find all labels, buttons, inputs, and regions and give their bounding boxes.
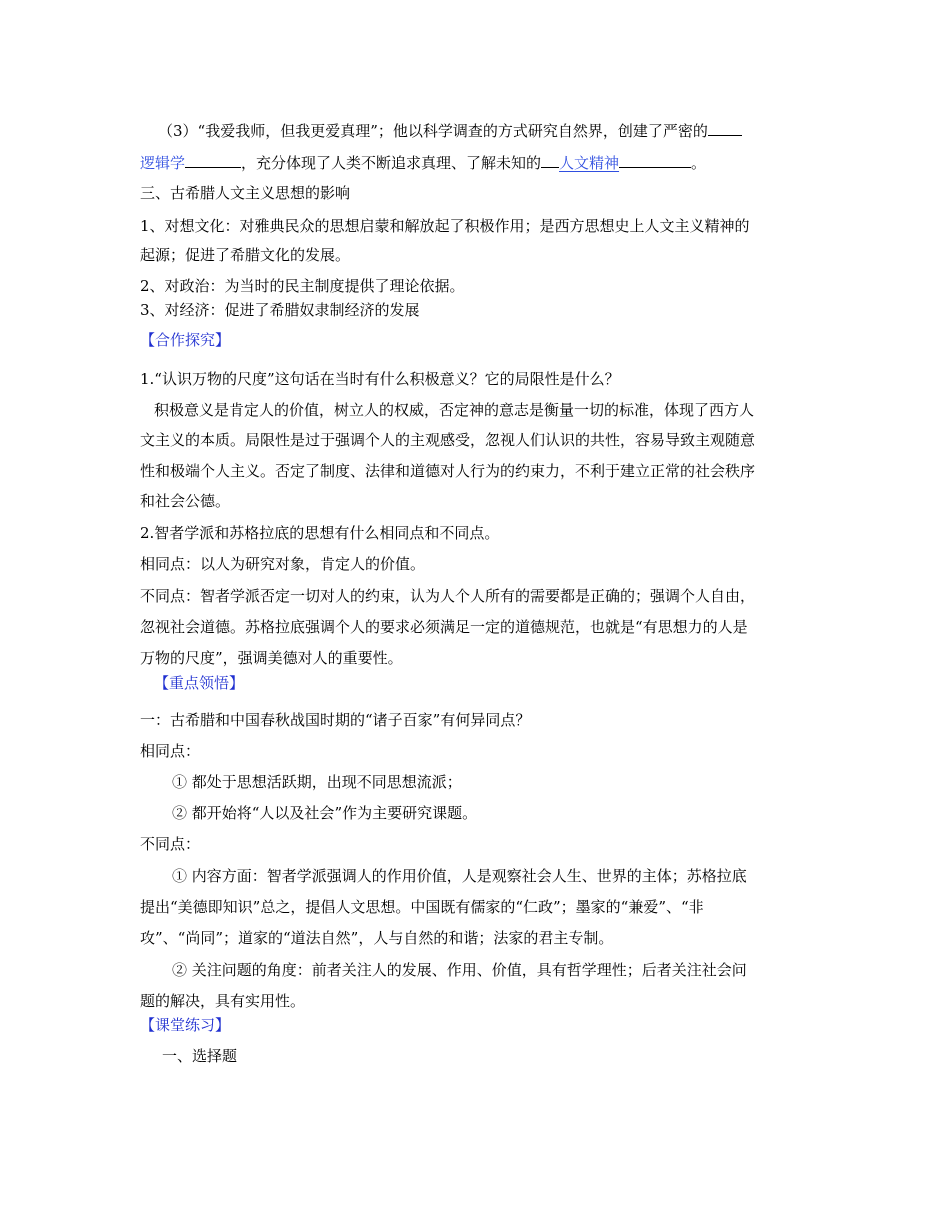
key-diff-label: 不同点： <box>140 835 201 853</box>
practice-heading: 【课堂练习】 <box>140 1016 231 1034</box>
s3-line2-end: 。 <box>691 154 707 172</box>
key-same-item2: ② 都开始将“人以及社会”作为主要研究课题。 <box>172 804 478 822</box>
coop-q2: 2.智者学派和苏格拉底的思想有什么相同点和不同点。 <box>140 524 500 542</box>
practice-subheading: 一、选择题 <box>162 1047 238 1065</box>
answer-humanism: 人文精神 <box>559 154 620 172</box>
influence-item1-line1: 1、对想文化：对雅典民众的思想启蒙和解放起了积极作用；是西方思想史上人文主义精神的 <box>140 217 750 235</box>
key-heading: 【重点领悟】 <box>154 674 245 692</box>
coop-diff-line2: 忽视社会道德。苏格拉底强调个人的要求必须满足一定的道德规范，也就是“有思想力的人是 <box>140 618 748 636</box>
influence-item3: 3、对经济：促进了希腊奴隶制经济的发展 <box>140 301 420 319</box>
s3-line2-mid: ，充分体现了人类不断追求真理、了解未知的 <box>241 154 542 172</box>
s3-line2 <box>140 153 812 173</box>
answer-logic: 逻辑学 <box>140 154 186 172</box>
blank-underline <box>541 153 559 168</box>
coop-a1-line3: 性和极端个人主义。否定了制度、法律和道德对人行为的约束力，不利于建立正常的社会秩序 <box>140 462 756 480</box>
key-diff2-line1: ② 关注问题的角度：前者关注人的发展、作用、价值，具有哲学理性；后者关注社会问 <box>172 961 747 979</box>
coop-heading: 【合作探究】 <box>140 331 231 349</box>
key-same-item1: ① 都处于思想活跃期，出现不同思想流派； <box>172 773 462 791</box>
key-diff2-line2: 题的解决，具有实用性。 <box>140 992 306 1010</box>
s3-line1 <box>158 121 830 141</box>
coop-diff-line3: 万物的尺度”，强调美德对人的重要性。 <box>140 649 403 667</box>
key-question: 一：古希腊和中国春秋战国时期的“诸子百家”有何异同点？ <box>140 711 531 729</box>
influence-item1-line2: 起源；促进了希腊文化的发展。 <box>140 246 351 264</box>
key-diff1-line2: 提出“美德即知识”总之，提倡人文思想。中国既有儒家的“仁政”；墨家的“兼爱”、“非 <box>140 898 704 916</box>
s3-line1-text: （3）“我爱我师，但我更爱真理”；他以科学调查的方式研究自然界，创建了严密的 <box>158 122 708 140</box>
blank-underline <box>185 153 241 168</box>
blank-underline <box>619 153 691 168</box>
key-diff1-line3: 攻”、“尚同”；道家的“道法自然”，人与自然的和谐；法家的君主专制。 <box>140 929 614 947</box>
coop-a1-line4: 和社会公德。 <box>140 492 231 510</box>
coop-q1: 1.“认识万物的尺度”这句话在当时有什么积极意义？它的局限性是什么？ <box>140 370 620 388</box>
key-same-label: 相同点： <box>140 742 201 760</box>
coop-a1-line1: 积极意义是肯定人的价值，树立人的权威，否定神的意志是衡量一切的标准，体现了西方人 <box>154 401 755 419</box>
coop-diff-line1: 不同点：智者学派否定一切对人的约束，认为人个人所有的需要都是正确的；强调个人自由， <box>140 587 756 605</box>
key-diff1-line1: ① 内容方面：智者学派强调人的作用价值，人是观察社会人生、世界的主体；苏格拉底 <box>172 867 747 885</box>
influence-item2: 2、对政治：为当时的民主制度提供了理论依据。 <box>140 277 465 295</box>
coop-same: 相同点：以人为研究对象，肯定人的价值。 <box>140 555 426 573</box>
coop-a1-line2: 文主义的本质。局限性是过于强调个人的主观感受，忽视人们认识的共性，容易导致主观随意 <box>140 431 756 449</box>
blank-underline <box>708 121 742 136</box>
section3-title: 三、古希腊人文主义思想的影响 <box>140 184 351 202</box>
